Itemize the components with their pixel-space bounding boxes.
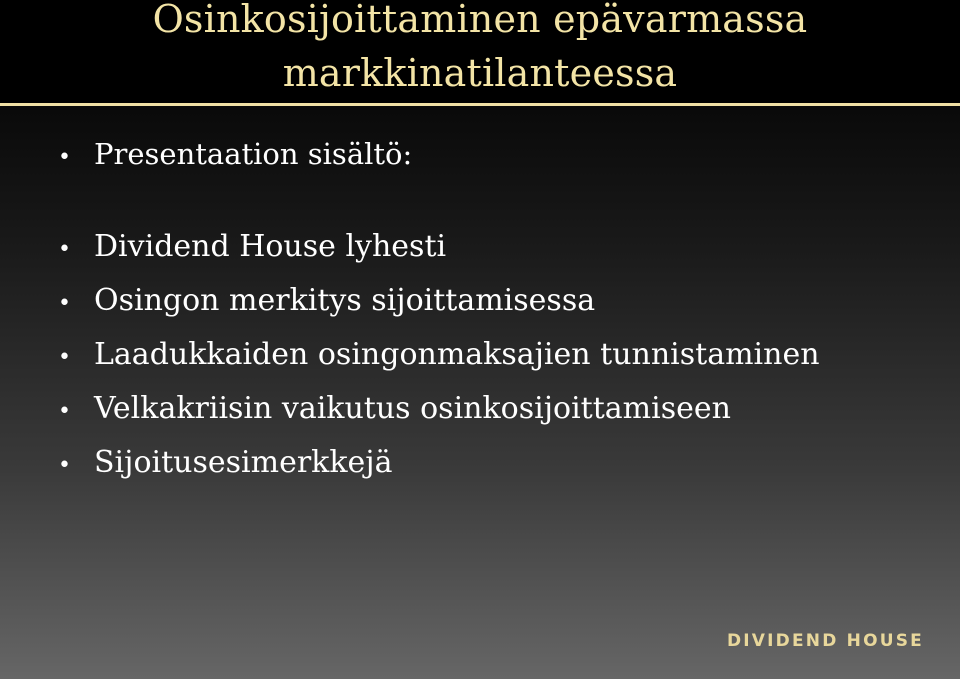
list-item-text: Sijoitusesimerkkejä bbox=[94, 445, 393, 480]
list-item bbox=[58, 275, 948, 329]
list-item bbox=[58, 221, 948, 275]
list-item bbox=[58, 437, 948, 491]
bullet-icon: • bbox=[58, 399, 71, 424]
bullet-icon: • bbox=[58, 345, 71, 370]
list-item-text: Dividend House lyhesti bbox=[94, 229, 447, 264]
intro-item bbox=[58, 130, 948, 182]
intro-text: Presentaation sisältö: bbox=[94, 137, 413, 171]
list-item-text: Osingon merkitys sijoittamisessa bbox=[94, 283, 596, 318]
bullet-icon: • bbox=[58, 145, 71, 170]
list-item bbox=[58, 329, 948, 383]
bullet-icon: • bbox=[58, 237, 71, 262]
slide-content bbox=[58, 130, 948, 491]
bullet-icon: • bbox=[58, 291, 71, 316]
bullet-icon: • bbox=[58, 453, 71, 478]
slide-title bbox=[0, 0, 960, 100]
list-item-text: Laadukkaiden osingonmaksajien tunnistaminen bbox=[94, 337, 820, 372]
dividend-house-logo: DIVIDEND HOUSE bbox=[726, 631, 924, 651]
agenda-list bbox=[58, 221, 948, 491]
list-item-text: Velkakriisin vaikutus osinkosijoittamiseen bbox=[94, 391, 731, 426]
slide-title-line-2: markkinatilanteessa bbox=[282, 51, 678, 95]
title-divider bbox=[0, 103, 960, 106]
list-item bbox=[58, 383, 948, 437]
slide-title-line-1: Osinkosijoittaminen epävarmassa bbox=[152, 0, 808, 41]
title-bar bbox=[0, 0, 960, 103]
